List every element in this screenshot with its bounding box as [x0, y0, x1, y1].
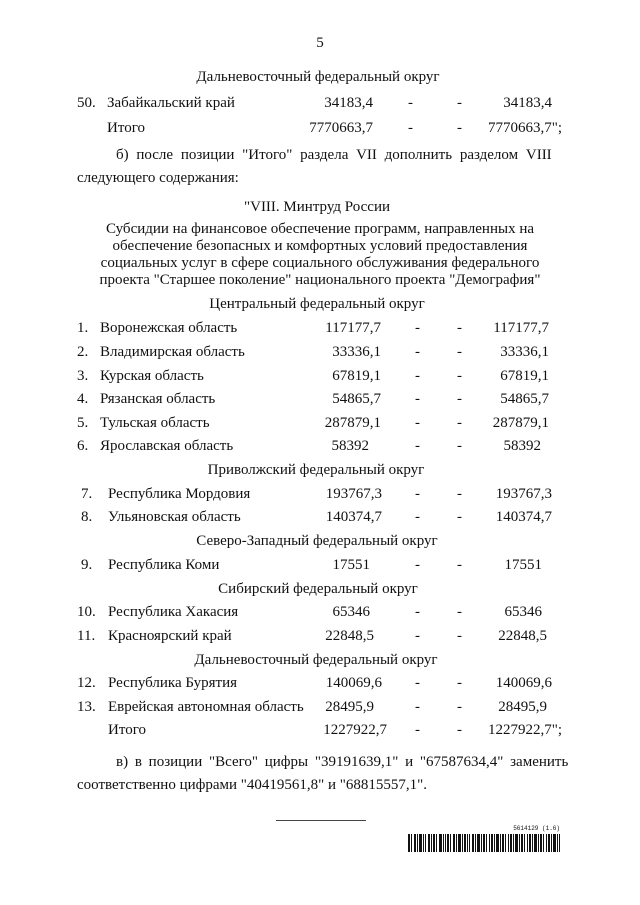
row-number: 11. [77, 628, 96, 644]
row-region-name: Забайкальский край [107, 95, 235, 111]
row-number: 5. [77, 415, 89, 431]
row-number: 10. [77, 604, 96, 620]
table-row [0, 605, 640, 623]
row-value-1: 28495,9 [325, 699, 374, 715]
barcode-bars-icon [408, 834, 560, 852]
row-value-total: 33336,1 [500, 344, 549, 360]
row-value-3: - [457, 391, 462, 407]
row-value-1: 34183,4 [324, 95, 373, 111]
row-value-3: - [457, 368, 462, 384]
barcode-code: 5614129 (1.6) [513, 825, 560, 832]
row-value-total: 34183,4 [503, 95, 552, 111]
row-value-2: - [415, 699, 420, 715]
table-row [0, 510, 640, 528]
row-value-2: - [415, 344, 420, 360]
section-viii-title: "VIII. Минтруд России [243, 199, 391, 215]
table-row [0, 629, 640, 647]
row-value-1: 65346 [332, 604, 370, 620]
row-value-2: - [415, 391, 420, 407]
row-value-1: 193767,3 [325, 486, 382, 502]
row-value-3: - [457, 438, 462, 454]
row-value-total: 7770663,7"; [487, 120, 562, 136]
section-viii-subtitle-line3: социальных услуг в сфере социального обслуживания федерального [100, 255, 540, 271]
section-heading-dfo-top: Дальневосточный федеральный округ [196, 69, 440, 85]
table-row [0, 487, 640, 505]
row-value-2: - [415, 486, 420, 502]
row-region-name: Республика Бурятия [108, 675, 238, 691]
row-value-total: 287879,1 [492, 415, 549, 431]
row-value-3: - [457, 557, 462, 573]
row-value-1: 22848,5 [325, 628, 374, 644]
section-viii-subtitle-line2: обеспечение безопасных и комфортных условий предоставления [112, 238, 528, 254]
row-value-total: 54865,7 [500, 391, 549, 407]
row-value-1: 58392 [331, 438, 369, 454]
row-number: 50. [77, 95, 96, 111]
table-row [0, 416, 640, 434]
table-row [0, 439, 640, 457]
row-value-total: 140069,6 [495, 675, 552, 691]
row-region-name: Владимирская область [100, 344, 245, 360]
group-heading-volga: Приволжский федеральный округ [207, 462, 425, 478]
row-region-name: Итого [107, 120, 145, 136]
paragraph-v-line1: в) в позиции "Всего" цифры "39191639,1" и "67587634,4" заменить [116, 754, 569, 770]
row-value-3: - [457, 509, 462, 525]
row-value-3: - [457, 604, 462, 620]
row-value-1: 67819,1 [332, 368, 381, 384]
section-viii-subtitle-line4: проекта "Старшее поколение" национального проекта "Демография" [99, 272, 541, 288]
row-value-total: 117177,7 [493, 320, 549, 336]
row-value-1: 140069,6 [325, 675, 382, 691]
paragraph-v-line2: соответственно цифрами "40419561,8" и "68815557,1". [77, 777, 428, 793]
row-value-1: 33336,1 [332, 344, 381, 360]
row-value-total: 67819,1 [500, 368, 549, 384]
row-value-3: - [457, 415, 462, 431]
group-heading-fareast: Дальневосточный федеральный округ [194, 652, 438, 668]
row-value-1: 54865,7 [332, 391, 381, 407]
row-region-name: Итого [108, 722, 146, 738]
row-number: 2. [77, 344, 89, 360]
row-region-name: Еврейская автономная область [108, 699, 304, 715]
row-value-total: 140374,7 [495, 509, 552, 525]
row-number: 1. [77, 320, 89, 336]
row-region-name: Республика Хакасия [108, 604, 239, 620]
table-row [0, 676, 640, 694]
row-number: 9. [81, 557, 93, 573]
row-region-name: Рязанская область [100, 391, 216, 407]
table-row [0, 321, 640, 339]
row-value-total: 65346 [504, 604, 542, 620]
paragraph-b-line1: б) после позиции "Итого" раздела VII дополнить разделом VIII [116, 147, 552, 163]
row-value-1: 7770663,7 [309, 120, 373, 136]
row-value-3: - [457, 699, 462, 715]
row-value-2: - [408, 95, 413, 111]
row-value-3: - [457, 320, 462, 336]
row-number: 6. [77, 438, 89, 454]
row-value-total: 1227922,7"; [487, 722, 562, 738]
row-value-2: - [415, 628, 420, 644]
group-heading-siberian: Сибирский федеральный округ [218, 581, 418, 597]
paragraph-b-line2: следующего содержания: [77, 170, 239, 186]
row-value-2: - [415, 604, 420, 620]
row-value-total: 22848,5 [498, 628, 547, 644]
row-region-name: Курская область [100, 368, 204, 384]
row-value-1: 17551 [332, 557, 370, 573]
table-row [0, 345, 640, 363]
row-region-name: Республика Мордовия [108, 486, 251, 502]
separator-line [276, 820, 366, 821]
row-value-1: 1227922,7 [323, 722, 387, 738]
row-number: 8. [81, 509, 93, 525]
row-region-name: Тульская область [100, 415, 210, 431]
row-value-2: - [415, 438, 420, 454]
row-value-3: - [457, 486, 462, 502]
table-row-total [0, 723, 640, 741]
row-region-name: Ульяновская область [108, 509, 241, 525]
row-value-2: - [415, 722, 420, 738]
row-value-3: - [457, 628, 462, 644]
row-value-total: 193767,3 [495, 486, 552, 502]
table-row [0, 369, 640, 387]
table-row [0, 558, 640, 576]
table-row-total [0, 121, 640, 139]
row-number: 12. [77, 675, 96, 691]
row-value-total: 28495,9 [498, 699, 547, 715]
row-value-2: - [415, 368, 420, 384]
row-value-1: 117177,7 [325, 320, 381, 336]
group-heading-northwest: Северо-Западный федеральный округ [196, 533, 438, 549]
row-number: 13. [77, 699, 96, 715]
row-number: 3. [77, 368, 89, 384]
barcode [408, 826, 560, 857]
table-row [0, 700, 640, 718]
group-heading-central: Центральный федеральный округ [209, 296, 425, 312]
row-region-name: Республика Коми [108, 557, 220, 573]
table-row [0, 392, 640, 410]
row-value-2: - [415, 675, 420, 691]
row-value-2: - [415, 320, 420, 336]
row-value-3: - [457, 120, 462, 136]
row-value-2: - [415, 557, 420, 573]
row-value-total: 17551 [504, 557, 542, 573]
row-value-2: - [415, 509, 420, 525]
row-number: 4. [77, 391, 89, 407]
row-value-3: - [457, 722, 462, 738]
page-number: 5 [316, 35, 324, 51]
row-region-name: Воронежская область [100, 320, 238, 336]
table-row [0, 96, 640, 114]
row-value-2: - [415, 415, 420, 431]
row-value-1: 140374,7 [325, 509, 382, 525]
row-region-name: Красноярский край [108, 628, 232, 644]
row-region-name: Ярославская область [100, 438, 234, 454]
row-value-3: - [457, 675, 462, 691]
row-value-total: 58392 [503, 438, 541, 454]
section-viii-subtitle-line1: Субсидии на финансовое обеспечение программ, направленных на [106, 221, 534, 237]
row-value-2: - [408, 120, 413, 136]
row-number: 7. [81, 486, 93, 502]
row-value-1: 287879,1 [324, 415, 381, 431]
row-value-3: - [457, 95, 462, 111]
row-value-3: - [457, 344, 462, 360]
